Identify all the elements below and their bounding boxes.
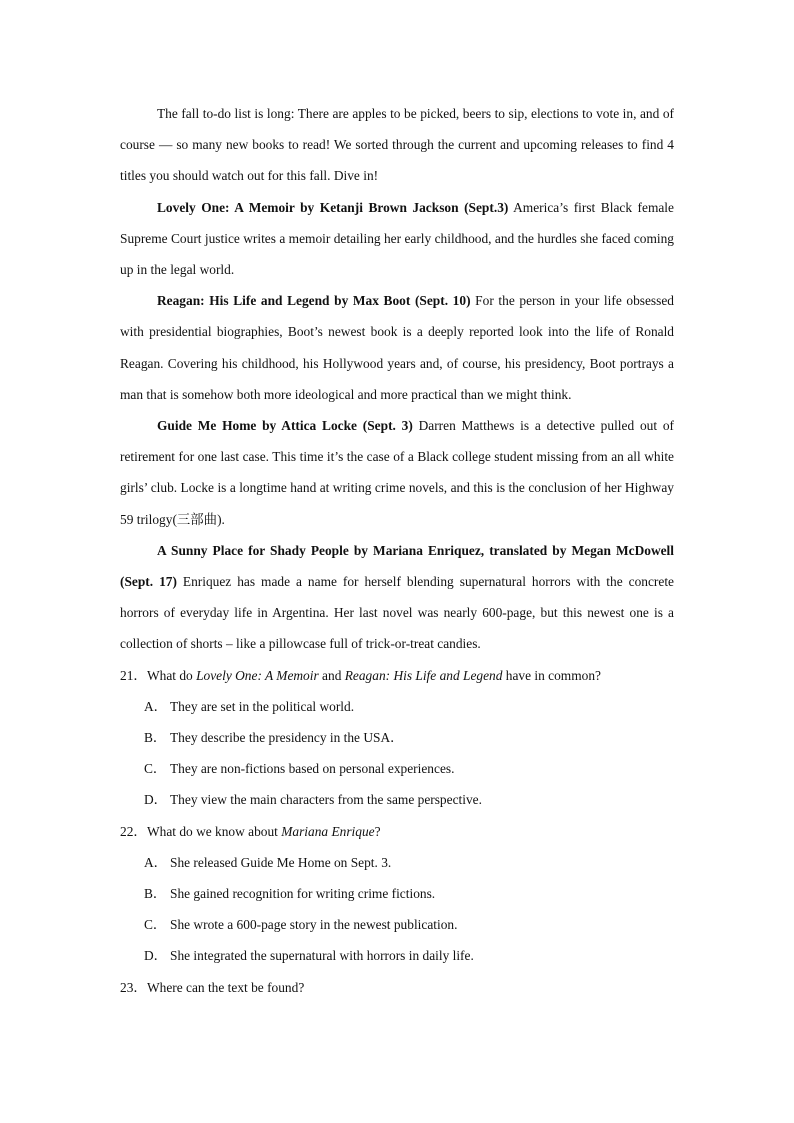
option-22-a[interactable]	[120, 847, 674, 878]
option-letter: D．	[144, 948, 168, 964]
option-text: She gained recognition for writing crime fictions.	[170, 886, 436, 902]
book-paragraph-2	[120, 285, 674, 410]
option-21-d[interactable]	[120, 784, 674, 815]
option-letter: B．	[144, 730, 167, 746]
book-paragraph-3	[120, 410, 674, 535]
option-22-d[interactable]	[120, 940, 674, 971]
book-description: Enriquez has made a name for herself blending supernatural horrors with the concrete horrors of everyday life in Argentina. Her last novel was nearly 600-page, but this newest one is a collection of shorts – like a pillowcase full of trick-or-treat candies.	[120, 574, 674, 652]
option-21-a[interactable]	[120, 691, 674, 722]
option-22-b[interactable]	[120, 878, 674, 909]
book-paragraph-1	[120, 192, 674, 286]
option-22-c[interactable]	[120, 909, 674, 940]
document-page	[120, 98, 674, 1003]
question-stem-title: Lovely One: A Memoir	[196, 667, 319, 683]
question-stem-part: What do	[147, 667, 197, 683]
option-text: She integrated the supernatural with horrors in daily life.	[170, 948, 474, 964]
question-22	[120, 816, 674, 847]
option-text: She wrote a 600-page story in the newest publication.	[170, 917, 458, 933]
intro-paragraph	[120, 98, 674, 192]
option-21-b[interactable]	[120, 722, 674, 753]
book-description: For the person in your life obsessed with presidential biographies, Boot’s newest book is a deeply reported look into the life of Ronald Reagan. Covering his childhood, his Hollywood years and, of course, his presidency, Boot portrays a man that is somehow both more ideological and more practical than we might think.	[120, 293, 674, 402]
book-paragraph-4	[120, 535, 674, 660]
book-title: A Sunny Place for Shady People by Mariana Enriquez, translated by Megan McDowell (Sept. 17)	[120, 542, 674, 590]
option-letter: A．	[144, 854, 168, 870]
option-letter: D．	[144, 792, 168, 808]
option-text: They are set in the political world.	[170, 698, 355, 714]
option-letter: C．	[144, 761, 167, 777]
book-description: America’s first Black female Supreme Court justice writes a memoir detailing her early childhood, and the hurdles she faced coming up in the legal world.	[120, 199, 674, 278]
intro-text: The fall to-do list is long: There are apples to be picked, beers to sip, elections to vote in, and of course — so many new books to read! We sorted through the current and upcoming releases to find 4 titles you should watch out for this fall. Dive in!	[120, 106, 674, 184]
book-title: Guide Me Home by Attica Locke (Sept. 3)	[157, 418, 413, 434]
question-number: 21．	[120, 667, 147, 683]
question-stem-part: What do we know about	[147, 823, 282, 839]
question-number: 22．	[120, 823, 147, 839]
question-21	[120, 660, 674, 691]
option-21-c[interactable]	[120, 753, 674, 784]
option-text: They describe the presidency in the USA．	[170, 730, 404, 746]
question-stem: Where can the text be found?	[147, 979, 305, 995]
question-stem-part: and	[318, 667, 345, 683]
option-text: She released Guide Me Home on Sept. 3.	[170, 854, 392, 870]
question-stem-part: have in common?	[502, 667, 601, 683]
book-description: Darren Matthews is a detective pulled out of retirement for one last case. This time it’s the case of a Black college student missing from an all white girls’ club. Locke is a longtime hand at writing crime novels, and this is the conclusion of her Highway 59 trilogy(三部曲).	[120, 418, 674, 527]
option-text: They are non-fictions based on personal experiences.	[170, 761, 455, 777]
question-stem-title: Reagan: His Life and Legend	[344, 667, 503, 683]
option-text: They view the main characters from the same perspective.	[170, 792, 482, 808]
question-stem-part: ?	[374, 823, 381, 839]
question-stem-name: Mariana Enrique	[281, 823, 375, 839]
book-title: Reagan: His Life and Legend by Max Boot (Sept. 10)	[157, 293, 471, 309]
book-title: Lovely One: A Memoir by Ketanji Brown Jackson (Sept.3)	[157, 199, 509, 215]
question-number: 23．	[120, 979, 147, 995]
option-letter: B．	[144, 886, 167, 902]
option-letter: C．	[144, 917, 167, 933]
option-letter: A．	[144, 698, 168, 714]
question-23	[120, 972, 674, 1003]
